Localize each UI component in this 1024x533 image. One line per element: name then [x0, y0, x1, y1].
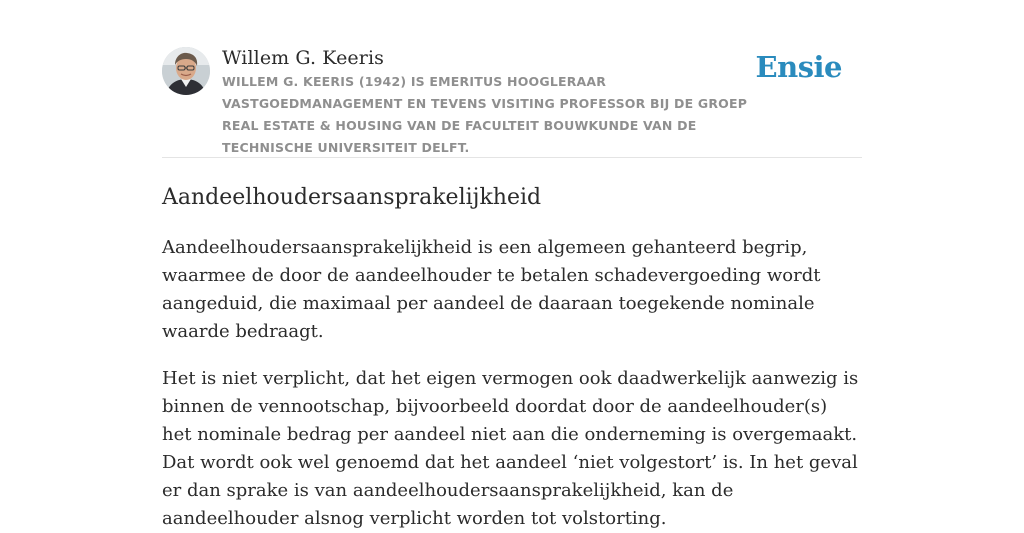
author-info	[222, 45, 782, 159]
article-paragraph: Aandeelhoudersaansprakelijkheid is een algemeen gehanteerd begrip, waarmee de door de aandeelhouder te betalen schadevergoeding wordt aangeduid, die maximaal per aandeel de daaraan toegekende nominale waarde bedraagt.	[162, 237, 821, 342]
page	[162, 0, 862, 533]
article-title: Aandeelhoudersaansprakelijkheid	[162, 185, 542, 210]
author-photo-icon	[162, 47, 210, 95]
author-bio: WILLEM G. KEERIS (1942) IS EMERITUS HOOGLERAAR VASTGOEDMANAGEMENT EN TEVENS VISITING PROFESSOR BIJ DE GROEP REAL ESTATE & HOUSING VAN DE FACULTEIT BOUWKUNDE VAN DE TECHNISCHE UNIVERSITEIT DELFT.	[222, 74, 748, 155]
brand-logo[interactable]: Ensie	[755, 50, 842, 84]
author-name[interactable]: Willem G. Keeris	[222, 47, 384, 69]
avatar[interactable]	[162, 47, 210, 95]
article-paragraph: Het is niet verplicht, dat het eigen vermogen ook daadwerkelijk aanwezig is binnen de vennootschap, bijvoorbeeld doordat door de aandeelhouder(s) het nominale bedrag per aandeel niet aan die onderneming is overgemaakt. Dat wordt ook wel genoemd dat het aandeel ‘niet volgestort’ is. In het geval er dan sprake is van aandeelhoudersaansprakelijkheid, kan de aandeelhouder alsnog verplicht worden tot volstorting.	[162, 368, 859, 529]
author-header	[162, 0, 862, 158]
